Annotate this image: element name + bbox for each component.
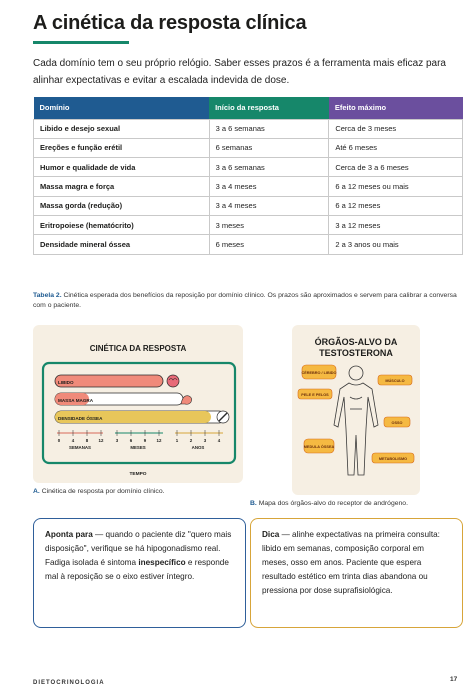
table-row: [34, 196, 463, 215]
cell-domain: Densidade mineral óssea: [34, 235, 210, 254]
cell-domain: Eritropoiese (hematócrito): [34, 215, 210, 234]
title-underline: [33, 41, 129, 44]
table-caption: [33, 291, 463, 311]
table-row: [34, 215, 463, 234]
header-peak: Efeito máximo: [329, 97, 463, 119]
axis-label-time: TEMPO: [129, 472, 147, 477]
cell-peak: 2 a 3 anos ou mais: [329, 235, 463, 254]
table-row: [34, 119, 463, 138]
tick-label: 1: [175, 438, 179, 443]
callout-a-text1: — quando o paciente diz "quero mais disposição", verifique se há hipogonadismo real. Fadiga isolada é sintoma: [45, 530, 232, 567]
cell-onset: 3 a 6 semanas: [209, 158, 329, 177]
figure-b-caption-text: Mapa dos órgãos-alvo do receptor de andrógeno.: [256, 500, 408, 507]
table-header-row: [34, 97, 463, 119]
figure-b-title-line1: ÓRGÃOS-ALVO DA: [314, 337, 398, 347]
tick-label: 12: [98, 438, 104, 443]
tick-label: 2: [189, 438, 193, 443]
table-row: [34, 177, 463, 196]
cell-domain: Ereções e função erétil: [34, 138, 210, 157]
table-row: [34, 138, 463, 157]
target-organs-illustration: [292, 325, 420, 495]
scale-label-years: ANOS: [191, 445, 205, 450]
page-title: A cinética da resposta clínica: [33, 12, 307, 34]
tick-label: 3: [115, 438, 119, 443]
kinetics-table: [33, 97, 463, 255]
page-number: 17: [450, 676, 458, 683]
callout-dica: [250, 518, 463, 628]
callout-a-lead: Aponta para: [45, 530, 93, 539]
tick-label: 6: [129, 438, 133, 443]
bone-icon: [217, 411, 229, 423]
tag-bone: OSSO: [391, 421, 403, 425]
figure-a-caption: [33, 488, 165, 495]
tick-label: 9: [143, 438, 147, 443]
cell-domain: Massa magra e força: [34, 177, 210, 196]
tag-bone-marrow: MEDULA ÓSSEA: [303, 445, 335, 449]
bone-density-label: DENSIDADE ÓSSEA: [58, 416, 103, 421]
figure-b-caption: [250, 500, 408, 507]
table-row: [34, 235, 463, 254]
footer-brand: DIETOCRINOLOGIA: [33, 680, 105, 686]
tag-skin-hair: PELE E PELOS: [301, 393, 329, 397]
table-caption-text: Cinética esperada dos benefícios da reposição por domínio clínico. Os prazos são aproximados e servem para calibrar a conversa com o paciente.: [33, 292, 457, 309]
tag-metabolism: METABOLISMO: [378, 457, 408, 461]
scale-tick-labels: [58, 438, 221, 450]
cell-domain: Massa gorda (redução): [34, 196, 210, 215]
cell-peak: Até 6 meses: [329, 138, 463, 157]
callout-a-text2: e responde mal à reposição se o eixo estiver íntegro.: [45, 558, 229, 581]
cell-onset: 6 semanas: [209, 138, 329, 157]
cell-peak: Cerca de 3 a 6 meses: [329, 158, 463, 177]
tick-label: 3: [203, 438, 207, 443]
cell-domain: Humor e qualidade de vida: [34, 158, 210, 177]
tick-label: 8: [85, 438, 89, 443]
callout-b-text: — alinhe expectativas na primeira consulta: libido em semanas, composição corporal em meses, osso em anos. Paciente que espera resultado estético em trinta dias abandona ou pressiona por dose suprafisiológica.: [262, 530, 440, 595]
scale-label-weeks: SEMANAS: [69, 445, 91, 450]
tag-brain: CÉREBRO / LIBIDO: [301, 371, 337, 375]
tick-label: 0: [57, 438, 61, 443]
callout-a-emphasis: inespecífico: [138, 558, 186, 567]
figure-kinetics: [33, 325, 243, 483]
figure-a-title: CINÉTICA DA RESPOSTA: [89, 344, 187, 353]
figure-target-organs: [292, 325, 420, 495]
kinetics-illustration: [33, 325, 243, 483]
callout-aponta-para: [33, 518, 246, 628]
body-outline-icon: [334, 366, 378, 475]
brain-icon: [167, 375, 179, 387]
callout-b-lead: Dica: [262, 530, 280, 539]
table-caption-label: Tabela 2.: [33, 292, 62, 299]
figure-a-caption-label: A.: [33, 488, 40, 495]
tick-label: 12: [156, 438, 162, 443]
cell-onset: 3 a 6 semanas: [209, 119, 329, 138]
libido-label: LIBIDO: [58, 380, 74, 385]
figure-b-caption-label: B.: [250, 500, 257, 507]
table-row: [34, 158, 463, 177]
cell-onset: 6 meses: [209, 235, 329, 254]
cell-onset: 3 a 4 meses: [209, 177, 329, 196]
tick-label: 4: [217, 438, 221, 443]
cell-onset: 3 a 4 meses: [209, 196, 329, 215]
cell-peak: Cerca de 3 meses: [329, 119, 463, 138]
figure-a-caption-text: Cinética de resposta por domínio clínico.: [39, 488, 165, 495]
scale-label-months: MESES: [130, 445, 146, 450]
intro-paragraph: Cada domínio tem o seu próprio relógio. Saber esses prazos é a ferramenta mais eficaz para alinhar expectativas e evitar a escalada indevida de dose.: [33, 58, 446, 86]
tick-label: 4: [71, 438, 75, 443]
figure-b-title-line2: TESTOSTERONA: [319, 348, 393, 358]
cell-peak: 6 a 12 meses: [329, 196, 463, 215]
cell-peak: 6 a 12 meses ou mais: [329, 177, 463, 196]
lean-mass-label: MASSA MAGRA: [58, 398, 94, 403]
cell-domain: Libido e desejo sexual: [34, 119, 210, 138]
cell-peak: 3 a 12 meses: [329, 215, 463, 234]
tag-muscle: MÚSCULO: [385, 379, 405, 383]
cell-onset: 3 meses: [209, 215, 329, 234]
header-domain: Domínio: [34, 97, 210, 119]
header-onset: Início da resposta: [209, 97, 329, 119]
